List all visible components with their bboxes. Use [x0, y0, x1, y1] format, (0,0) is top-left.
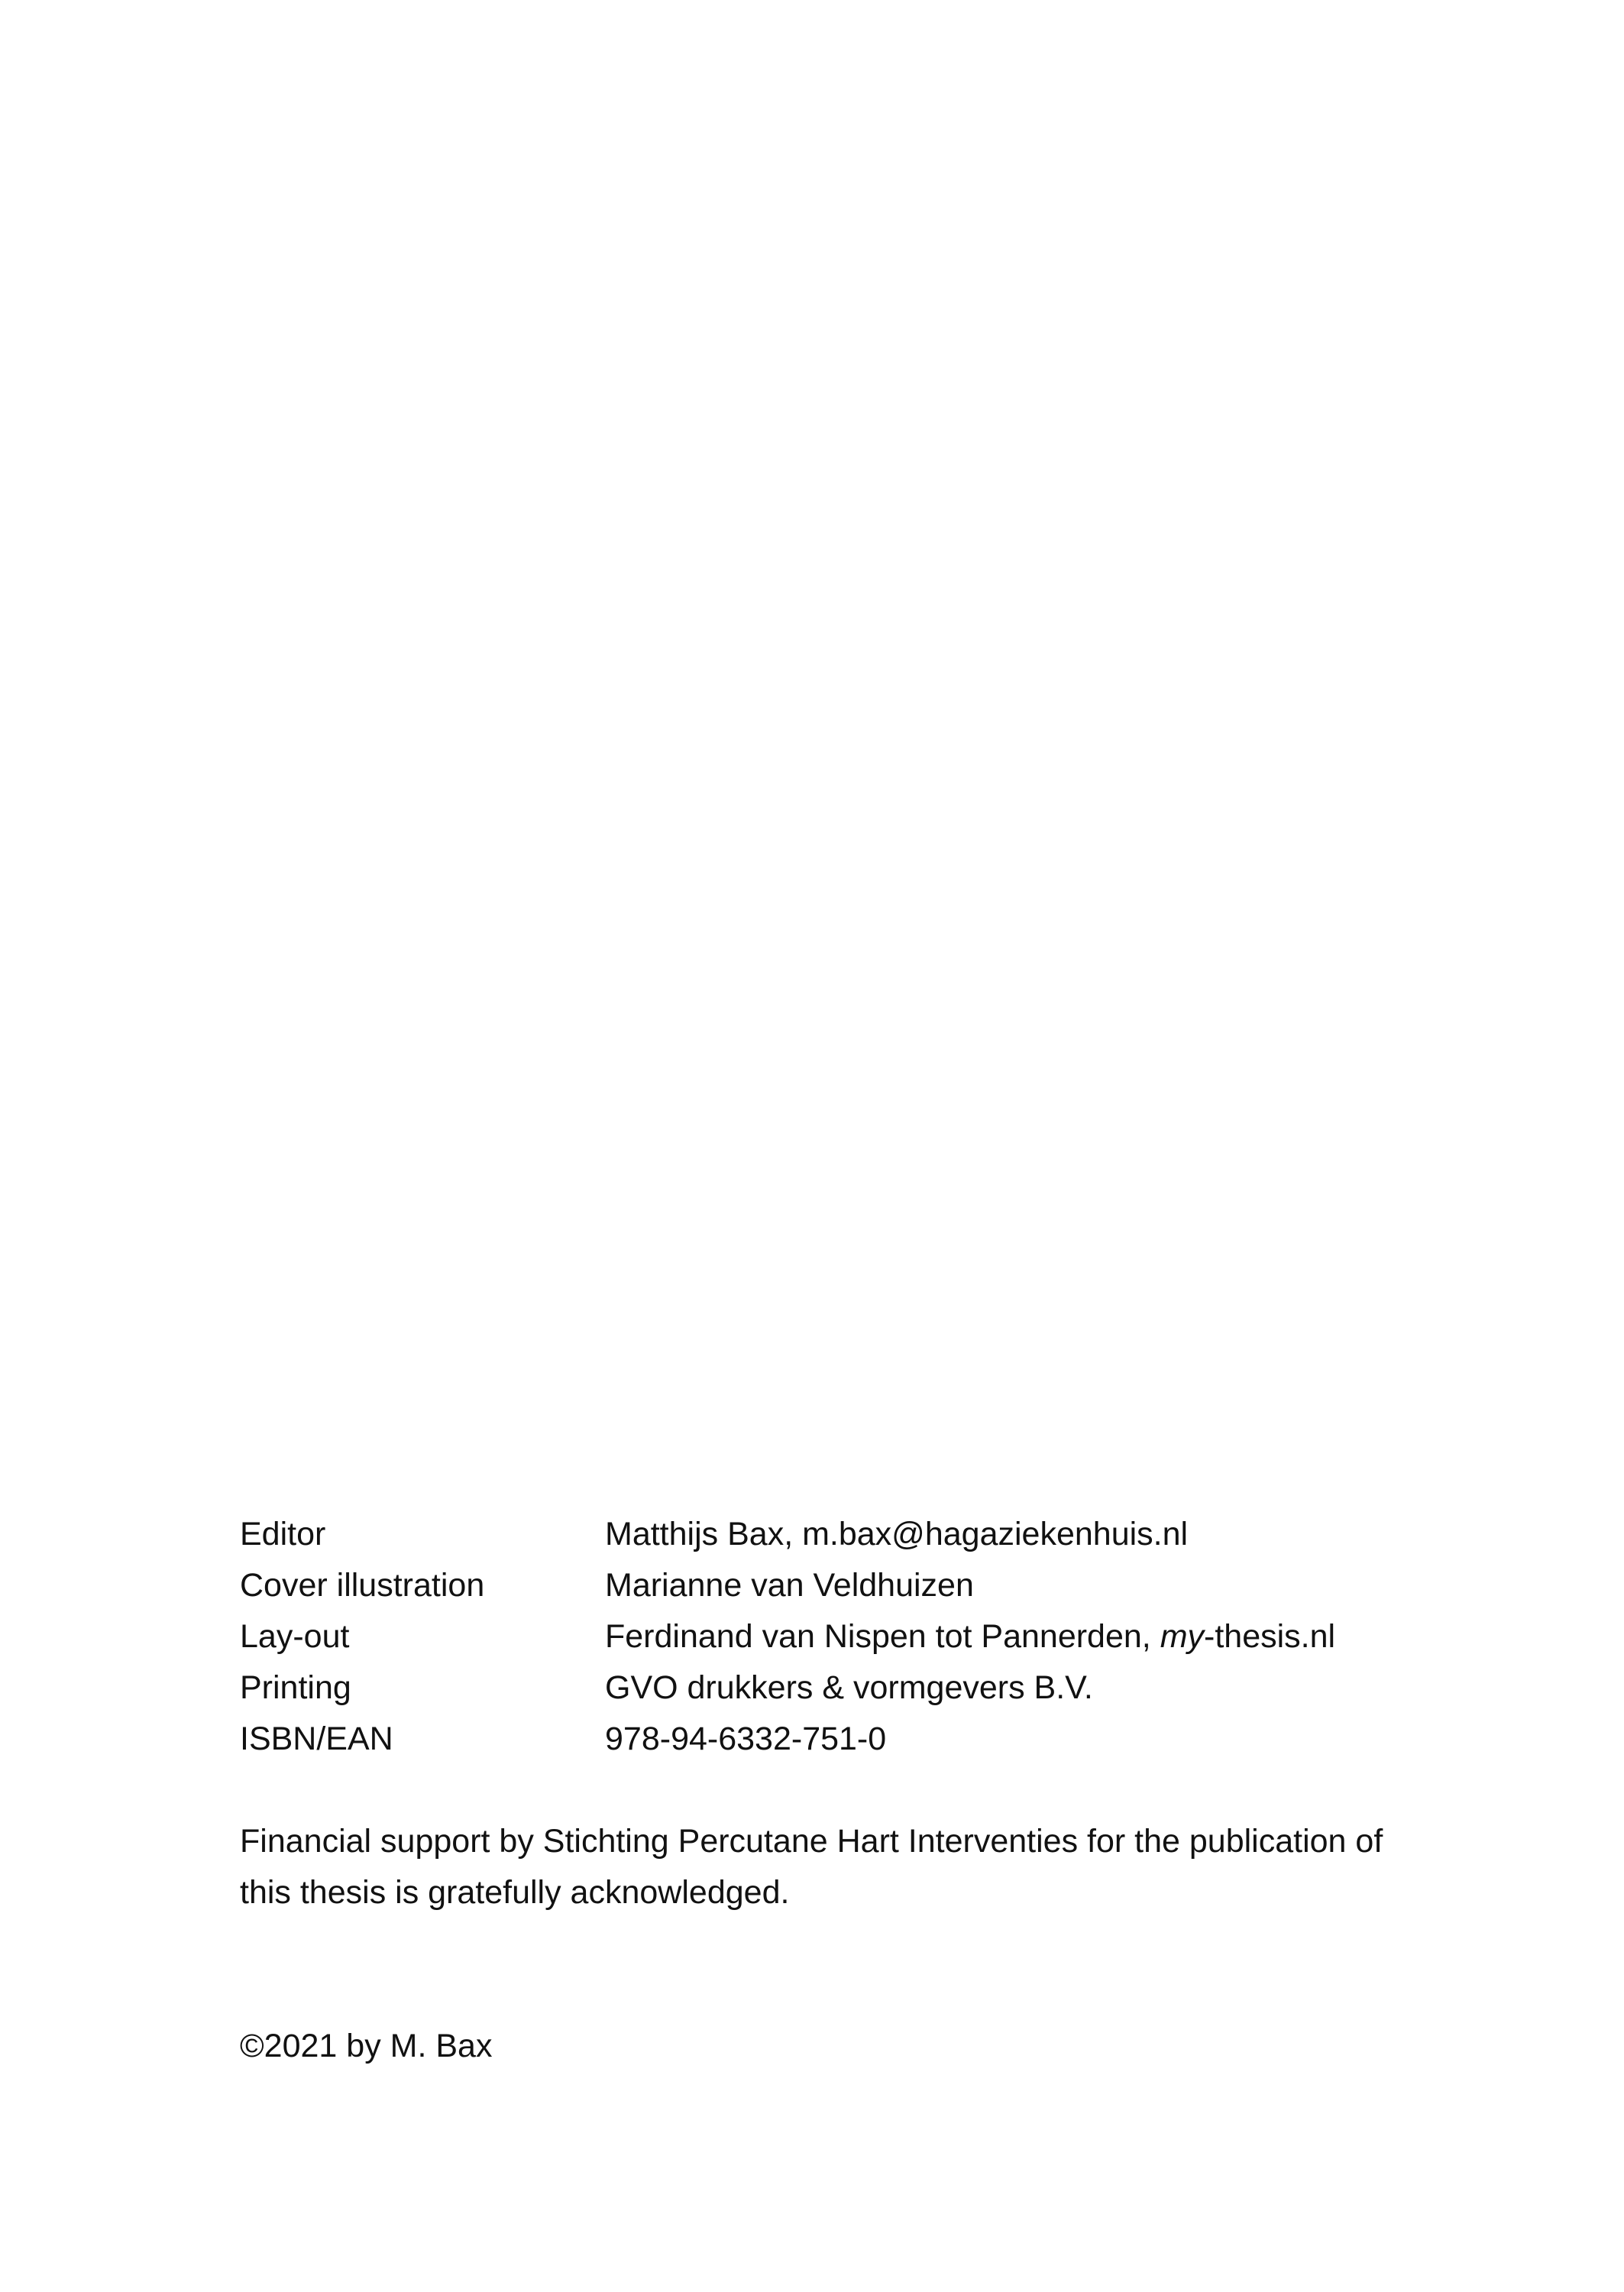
credit-value: Matthijs Bax, m.bax@hagaziekenhuis.nl [605, 1516, 1189, 1552]
credit-label: Editor [240, 1516, 326, 1552]
credit-row-printing [240, 1662, 1432, 1714]
credit-label: ISBN/EAN [240, 1721, 393, 1757]
credit-label: Cover illustration [240, 1567, 485, 1604]
credit-value-suffix: -thesis.nl [1204, 1618, 1336, 1655]
credit-value: GVO drukkers & vormgevers B.V. [605, 1669, 1093, 1706]
credits-list [240, 1509, 1432, 1765]
credit-row-editor [240, 1509, 1432, 1560]
credit-value [605, 1611, 1335, 1662]
financial-support-note: Financial support by Stichting Percutane Hart Interventies for the publication of this thesis is gratefully acknowledged. [240, 1823, 1383, 1911]
credit-row-lay-out [240, 1611, 1432, 1662]
credit-value: Marianne van Veldhuizen [605, 1567, 974, 1604]
colophon-block [240, 1509, 1432, 2072]
credit-value-italic: my [1160, 1618, 1205, 1655]
credit-value-prefix: Ferdinand van Nispen tot Pannerden, [605, 1618, 1160, 1655]
credit-row-isbn [240, 1714, 1432, 1765]
credit-label: Printing [240, 1669, 351, 1706]
credit-row-cover-illustration [240, 1560, 1432, 1611]
credit-label: Lay-out [240, 1618, 350, 1655]
copyright-notice: ©2021 by M. Bax [240, 2028, 493, 2064]
credit-value: 978-94-6332-751-0 [605, 1721, 887, 1757]
